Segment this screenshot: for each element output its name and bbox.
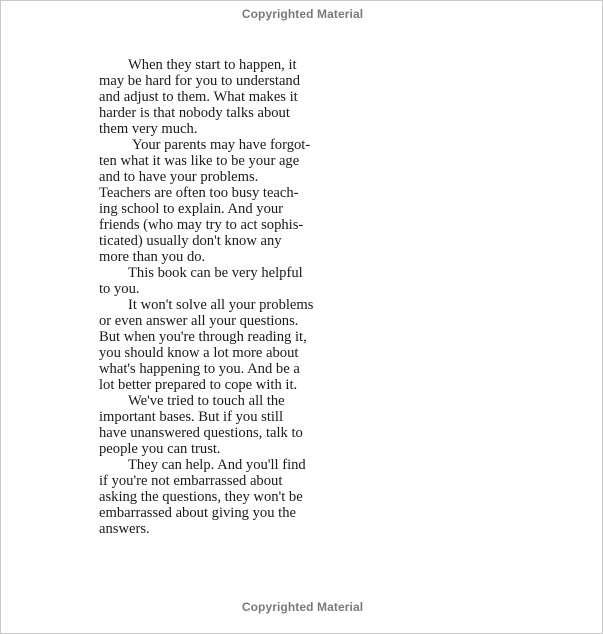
copyright-watermark-top: Copyrighted Material — [241, 7, 364, 21]
text-line: embarrassed about giving you the — [99, 505, 296, 521]
text-line: them very much. — [99, 121, 198, 137]
text-line: you should know a lot more about — [99, 345, 299, 361]
text-line: It won't solve all your problems — [128, 297, 314, 313]
text-line: They can help. And you'll find — [128, 457, 306, 473]
page-body-text — [99, 57, 349, 537]
text-line: and to have your problems. — [99, 169, 259, 185]
text-line: important bases. But if you still — [99, 409, 284, 425]
text-line: if you're not embarrassed about — [99, 473, 283, 489]
text-line: Your parents may have forgot- — [132, 137, 311, 153]
text-line: When they start to happen, it — [128, 57, 297, 73]
text-line: people you can trust. — [99, 441, 221, 457]
text-line: ticated) usually don't know any — [99, 233, 282, 249]
text-line: ing school to explain. And your — [99, 201, 284, 217]
text-line: We've tried to touch all the — [128, 393, 285, 409]
text-line: But when you're through reading it, — [99, 329, 307, 345]
text-line: may be hard for you to understand — [99, 73, 301, 89]
text-line: and adjust to them. What makes it — [99, 89, 298, 105]
copyright-watermark-bottom: Copyrighted Material — [241, 600, 364, 614]
text-line: answers. — [99, 521, 150, 537]
text-line: have unanswered questions, talk to — [99, 425, 303, 441]
text-line: what's happening to you. And be a — [99, 361, 300, 377]
text-line: asking the questions, they won't be — [99, 489, 303, 505]
text-line: more than you do. — [99, 249, 206, 265]
text-line: harder is that nobody talks about — [99, 105, 290, 121]
text-line: or even answer all your questions. — [99, 313, 299, 329]
text-line: ten what it was like to be your age — [99, 153, 300, 169]
text-line: lot better prepared to cope with it. — [99, 377, 298, 393]
text-line: to you. — [99, 281, 140, 297]
text-line: friends (who may try to act sophis- — [99, 217, 304, 233]
text-line: Teachers are often too busy teach- — [99, 185, 299, 201]
text-line: This book can be very helpful — [128, 265, 303, 281]
